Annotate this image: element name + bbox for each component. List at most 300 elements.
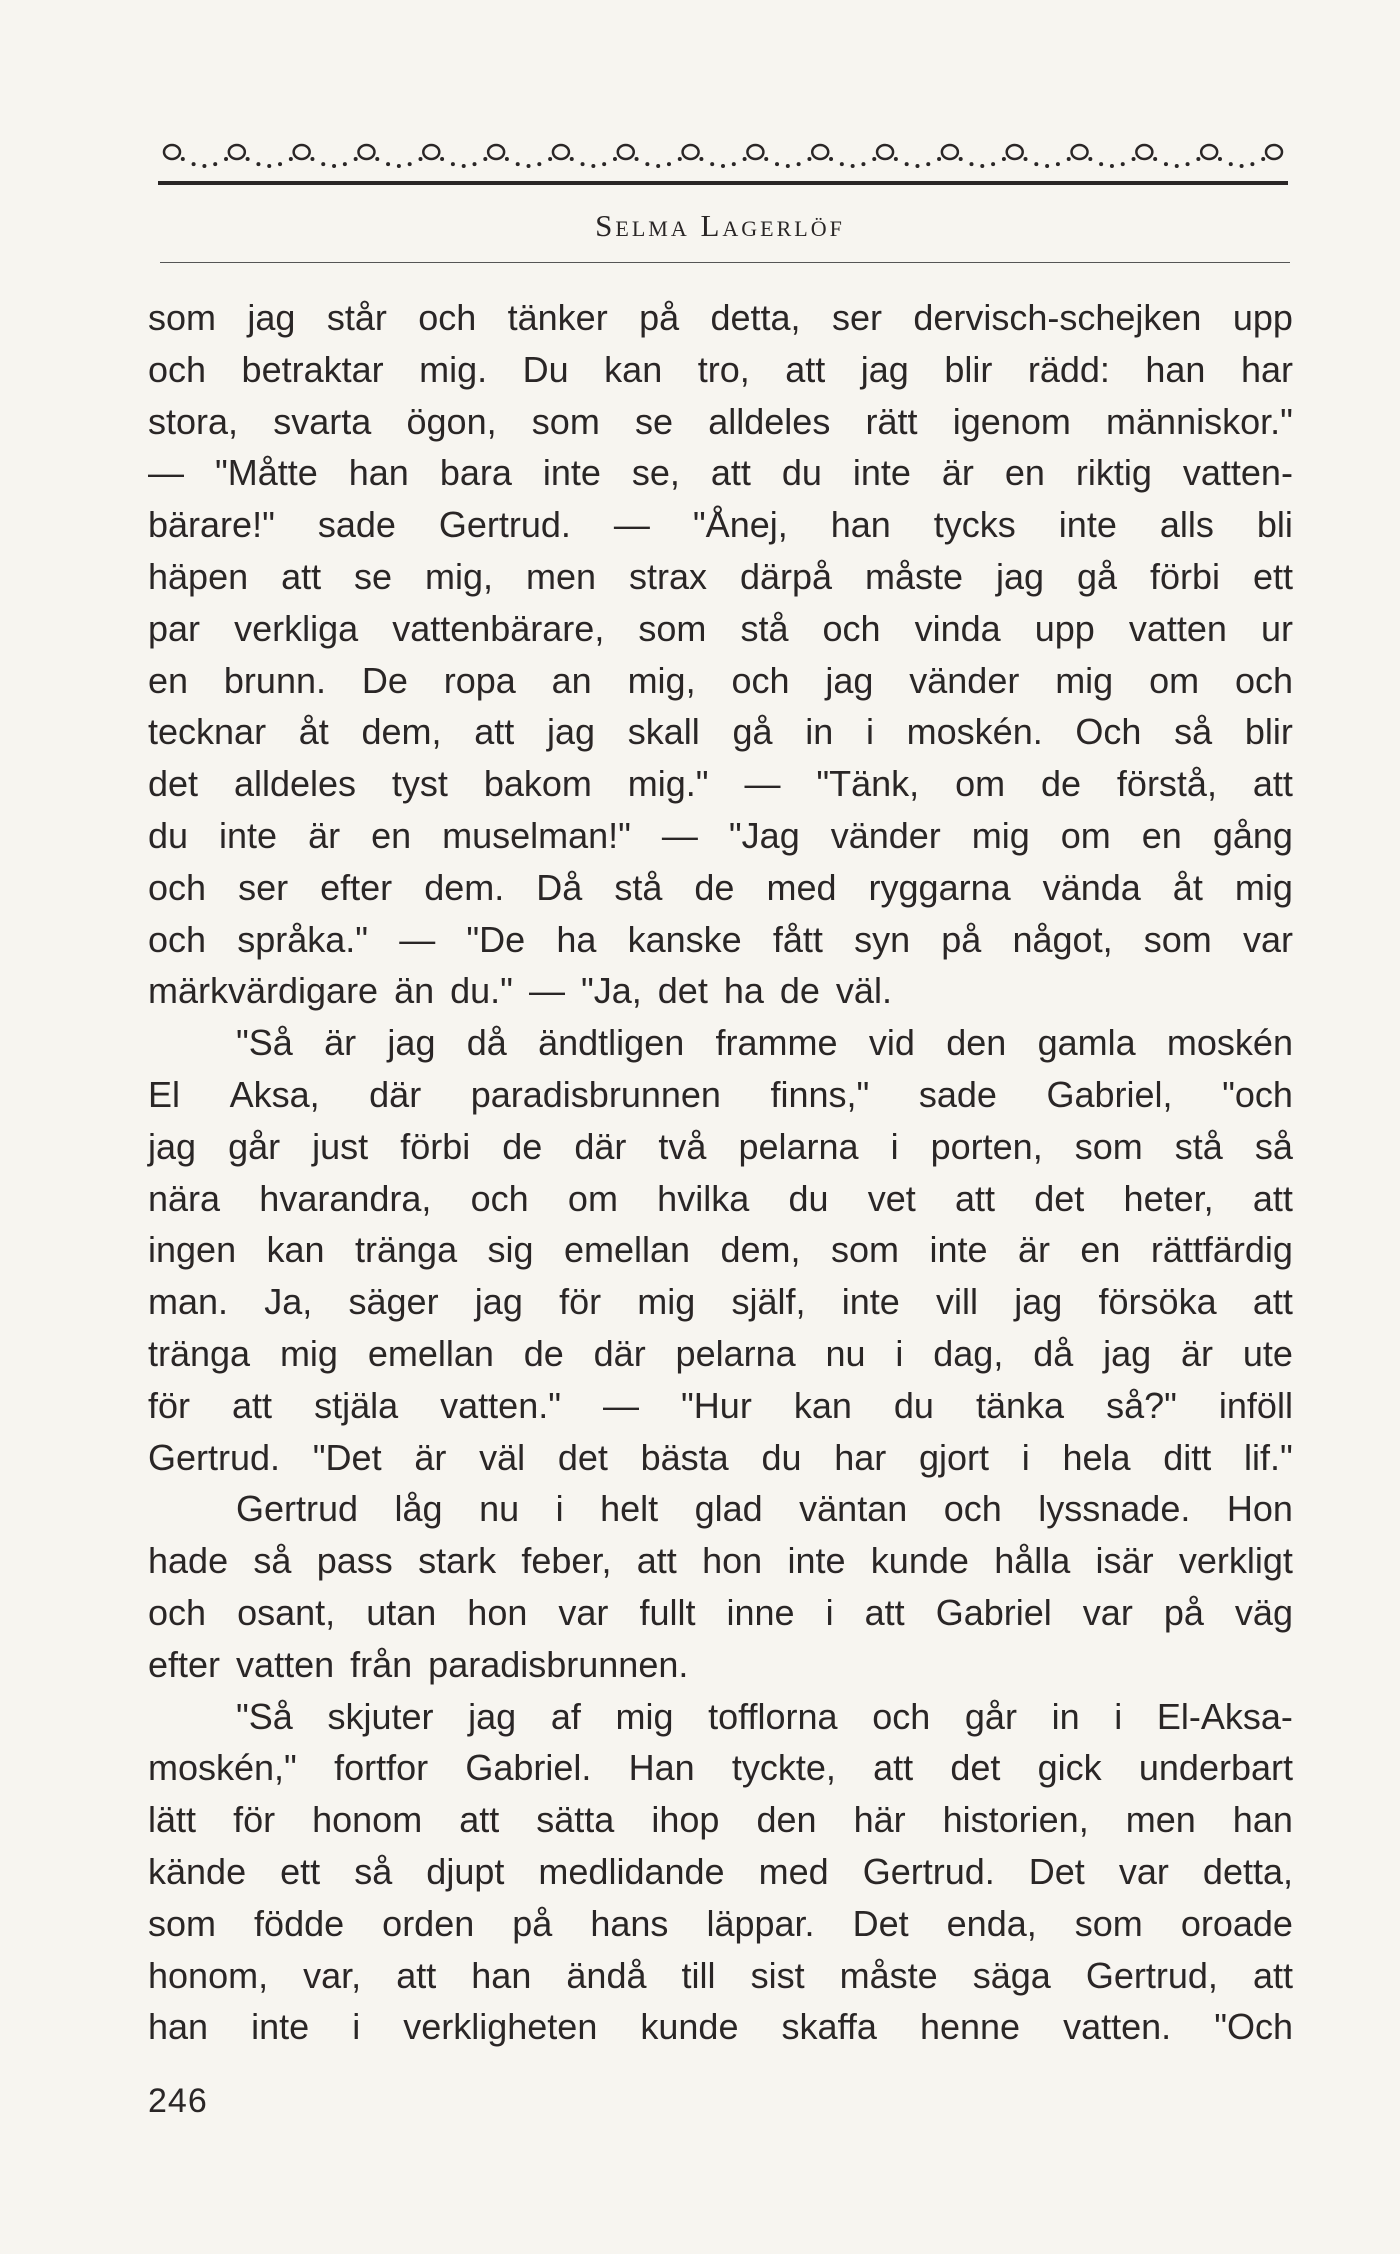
ornament-dot: [829, 157, 833, 161]
word: ditt: [1163, 1436, 1212, 1478]
ornament-dot: [905, 162, 909, 166]
word: vattenbärare,: [392, 607, 605, 649]
ornament-dot: [645, 162, 649, 166]
word: de: [523, 1332, 564, 1374]
word: Gabriel,: [1046, 1073, 1173, 1115]
word: jag: [474, 1281, 523, 1323]
ornament-dot: [1088, 157, 1092, 161]
word: moskén,": [148, 1747, 297, 1789]
ornament-dot: [1121, 162, 1125, 166]
word: tänka: [975, 1384, 1065, 1426]
word: bästa: [640, 1436, 729, 1478]
word: i: [555, 1488, 564, 1530]
word: och: [731, 659, 790, 701]
word: mig.": [627, 763, 709, 805]
word: att: [232, 1384, 273, 1426]
word: tycks: [933, 504, 1016, 546]
word: vid: [868, 1022, 915, 1064]
word: med: [758, 1850, 829, 1892]
word: tofflorna: [708, 1695, 838, 1737]
word: ögon,: [406, 400, 497, 442]
word: hon: [702, 1540, 763, 1582]
text-line: [148, 1069, 1293, 1121]
word: att: [1252, 1281, 1293, 1323]
word: jag: [1103, 1332, 1152, 1374]
word: vatten.": [440, 1384, 561, 1426]
word: läppar.: [706, 1902, 815, 1944]
word: strax: [628, 555, 707, 597]
word: nära: [148, 1177, 221, 1219]
ornament-dot: [451, 162, 455, 166]
ornament-ring: [229, 145, 245, 159]
text-line: [148, 914, 1293, 966]
word: att: [474, 711, 515, 753]
word: "Hur: [681, 1384, 752, 1426]
word: hvilka: [657, 1177, 750, 1219]
word: och: [148, 1591, 207, 1633]
ornament-dot: [354, 157, 358, 161]
ornament-ring: [1007, 145, 1023, 159]
ornament-dot: [548, 157, 552, 161]
word: där: [574, 1125, 627, 1167]
word: ser: [238, 866, 289, 908]
word: på: [1163, 1591, 1204, 1633]
word: upp: [1034, 607, 1095, 649]
word: heter,: [1123, 1177, 1214, 1219]
word: vatten: [1128, 607, 1227, 649]
word: jag: [825, 659, 874, 701]
ornament-dot: [213, 162, 217, 166]
word: tränga: [148, 1332, 251, 1374]
word: efter: [148, 1643, 221, 1685]
ornament-dot: [1175, 164, 1179, 168]
ornament-dot: [807, 157, 811, 161]
word: kunde: [640, 2006, 739, 2048]
word: emellan: [564, 1229, 691, 1271]
word: väg: [1234, 1591, 1293, 1633]
word: Gabriel: [935, 1591, 1052, 1633]
ornament-ring: [618, 145, 634, 159]
word: att: [873, 1747, 914, 1789]
ornament-dot: [278, 162, 282, 166]
word: var: [1082, 1591, 1133, 1633]
word: i: [890, 1125, 899, 1167]
word: jag: [1014, 1281, 1063, 1323]
word: för: [233, 1799, 276, 1841]
word: en: [148, 659, 189, 701]
word: så: [1174, 711, 1213, 753]
word: nu: [479, 1488, 520, 1530]
ornament-dot: [635, 157, 639, 161]
ornament-ring: [877, 145, 893, 159]
word: —: [399, 918, 436, 960]
word: sätta: [536, 1799, 615, 1841]
ornament-dot: [851, 164, 855, 168]
word: hela: [1062, 1436, 1131, 1478]
word: ändå: [566, 1954, 647, 1996]
word: är: [941, 452, 974, 494]
word: tro,: [697, 348, 750, 390]
word: glad: [694, 1488, 763, 1530]
ornament-ring: [1201, 145, 1217, 159]
word: syn: [854, 918, 911, 960]
word: inte: [852, 452, 911, 494]
word: ur: [1260, 607, 1293, 649]
word: för: [148, 1384, 191, 1426]
word: Han: [628, 1747, 695, 1789]
word: där: [369, 1073, 422, 1115]
text-line: [148, 965, 1293, 1017]
word: blir: [944, 348, 993, 390]
word: det: [950, 1747, 1001, 1789]
word: verkligheten: [403, 2006, 598, 2048]
word: väl: [479, 1436, 526, 1478]
word: säger: [348, 1281, 439, 1323]
ornament-dot: [1024, 157, 1028, 161]
word: jag: [148, 1125, 197, 1167]
word: Det: [1028, 1850, 1085, 1892]
word: du: [761, 1436, 802, 1478]
word: tecknar: [148, 711, 267, 753]
word: måste: [864, 555, 964, 597]
word: sist: [750, 1954, 805, 1996]
word: enda,: [946, 1902, 1037, 1944]
ornament-dot: [1153, 157, 1157, 161]
word: stå: [614, 866, 663, 908]
ornament-dot: [840, 162, 844, 166]
word: inte: [787, 1540, 846, 1582]
ornament-dot: [699, 157, 703, 161]
word: Då: [536, 866, 583, 908]
word: se,: [631, 452, 680, 494]
word: dem,: [720, 1229, 801, 1271]
word: vatten.: [1063, 2006, 1172, 2048]
word: är: [308, 814, 341, 856]
word: vill: [936, 1281, 979, 1323]
ornament-dot: [591, 164, 595, 168]
text-line: [148, 1328, 1293, 1380]
word: honom,: [148, 1954, 269, 1996]
word: dem.: [424, 866, 505, 908]
word: pelarna: [675, 1332, 796, 1374]
word: då: [466, 1022, 507, 1064]
word: svarta: [273, 400, 372, 442]
word: går: [964, 1695, 1017, 1737]
text-line: [148, 1742, 1293, 1794]
word: mig,: [627, 659, 696, 701]
word: Gertrud: [236, 1488, 359, 1530]
page-number: 246: [148, 2082, 208, 2120]
word: så: [354, 1850, 393, 1892]
ornament-dot: [581, 162, 585, 166]
word: moskén.: [906, 711, 1043, 753]
word: de: [1040, 763, 1082, 805]
word: hvarandra,: [259, 1177, 432, 1219]
word: detta,: [710, 297, 801, 338]
word: går: [228, 1125, 281, 1167]
word: är: [1181, 1332, 1214, 1374]
ornament-dot: [861, 162, 865, 166]
word: alldeles: [708, 400, 831, 442]
body-text: [148, 292, 1293, 2053]
ornament-dot: [915, 164, 919, 168]
word: verkligt: [1178, 1540, 1293, 1582]
word: själf,: [731, 1281, 806, 1323]
ornament-dot: [202, 164, 206, 168]
ornament-dot: [775, 162, 779, 166]
word: på: [512, 1902, 553, 1944]
word: tyckte,: [731, 1747, 836, 1789]
text-line: [148, 2001, 1293, 2053]
ornament-ring: [683, 145, 699, 159]
word: emellan: [367, 1332, 494, 1374]
word: dem,: [361, 711, 442, 753]
word: att: [396, 1954, 437, 1996]
ornament-dot: [786, 164, 790, 168]
word: förbi: [1149, 555, 1221, 597]
word: och: [148, 348, 207, 390]
word: mig,: [425, 555, 494, 597]
word: måste: [839, 1954, 938, 1996]
word: "Och: [1214, 2006, 1293, 2048]
word: ingen: [148, 1229, 237, 1271]
word: tränga: [355, 1229, 458, 1271]
ornamental-border: [150, 128, 1296, 188]
text-line: [148, 655, 1293, 707]
word: tänker: [507, 297, 608, 338]
word: Ja,: [264, 1281, 313, 1323]
word: att: [459, 1799, 500, 1841]
word: "De: [466, 918, 526, 960]
word: —: [613, 504, 650, 546]
word: som: [1074, 1125, 1143, 1167]
word: du: [788, 1177, 829, 1219]
word: osant,: [237, 1591, 336, 1633]
text-line: [148, 1380, 1293, 1432]
word: "Jag: [728, 814, 800, 856]
ornament-dot: [991, 162, 995, 166]
header-rule: [160, 262, 1290, 263]
ornament-dot: [1186, 162, 1190, 166]
word: från: [350, 1643, 413, 1685]
word: gjort: [918, 1436, 990, 1478]
text-line: [148, 1846, 1293, 1898]
word: vänder: [830, 814, 941, 856]
word: "Måtte: [214, 452, 318, 494]
ornament-dot: [894, 157, 898, 161]
word: stjäla: [314, 1384, 399, 1426]
ornament-ring: [164, 145, 180, 159]
text-line: [148, 1224, 1293, 1276]
ornament-ring: [942, 145, 958, 159]
word: då: [1033, 1332, 1074, 1374]
ornament-dot: [418, 157, 422, 161]
word: åt: [298, 711, 329, 753]
word: efter: [320, 866, 393, 908]
word: vet: [867, 1177, 916, 1219]
ornament-dot: [1261, 157, 1265, 161]
ornament-dot: [192, 162, 196, 166]
word: honom: [312, 1799, 423, 1841]
word: hon: [467, 1591, 528, 1633]
word: väl.: [835, 970, 892, 1012]
word: om: [567, 1177, 618, 1219]
word: jag: [468, 1695, 517, 1737]
word: "Det: [312, 1436, 382, 1478]
word: El: [148, 1073, 181, 1115]
word: du.": [450, 970, 513, 1012]
word: finns,": [770, 1073, 870, 1115]
word: det: [557, 1436, 608, 1478]
word: men: [1125, 1799, 1196, 1841]
word: till: [681, 1954, 716, 1996]
word: moskén: [1166, 1022, 1293, 1064]
word: —: [661, 814, 698, 856]
word: "Ånej,: [692, 504, 788, 546]
word: de: [779, 970, 820, 1012]
word: mig: [971, 814, 1030, 856]
word: porten,: [930, 1125, 1043, 1167]
word: "Så: [236, 1695, 293, 1737]
word: att: [1252, 763, 1293, 805]
word: har: [1240, 348, 1293, 390]
word: riktig: [1075, 452, 1152, 494]
word: du: [893, 1384, 934, 1426]
ornament-dot: [332, 164, 336, 168]
word: bakom: [483, 763, 592, 805]
word: där: [593, 1332, 646, 1374]
ornament-dot: [667, 162, 671, 166]
word: fortfor: [334, 1747, 429, 1789]
ornament-dot: [1218, 157, 1222, 161]
ornament-dot: [602, 162, 606, 166]
word: försöka: [1098, 1281, 1217, 1323]
ornament-ring: [488, 145, 504, 159]
ornament-ring: [294, 145, 310, 159]
ornament-dot: [246, 157, 250, 161]
ornament-dot: [267, 164, 271, 168]
word: El-Aksa-: [1156, 1695, 1293, 1737]
text-line: [148, 1691, 1293, 1743]
word: verkliga: [234, 607, 359, 649]
word: och: [148, 918, 207, 960]
word: säga: [972, 1954, 1051, 1996]
word: pelarna: [738, 1125, 859, 1167]
word: inte: [929, 1229, 988, 1271]
word: "Ja,: [580, 970, 642, 1012]
word: "Tänk,: [816, 763, 920, 805]
word: inte: [1058, 504, 1117, 546]
word: framme: [715, 1022, 838, 1064]
word: —: [528, 970, 565, 1012]
word: mig.: [419, 348, 488, 390]
word: det: [657, 970, 708, 1012]
word: dervisch-schejken: [913, 297, 1202, 338]
word: brunn.: [223, 659, 326, 701]
text-line: [148, 1794, 1293, 1846]
word: hålla: [994, 1540, 1071, 1582]
ornament-dot: [516, 162, 520, 166]
ornament-dot: [710, 162, 714, 166]
ornament-ring: [1072, 145, 1088, 159]
ornament-dot: [1240, 164, 1244, 168]
word: jag: [860, 348, 909, 390]
word: helt: [600, 1488, 659, 1530]
ornament-dot: [969, 162, 973, 166]
ornament-dot: [1164, 162, 1168, 166]
word: bli: [1256, 504, 1293, 546]
word: att: [281, 555, 322, 597]
word: han: [348, 452, 409, 494]
text-line: [148, 447, 1293, 499]
word: Gertrud.: [438, 504, 571, 546]
word: skaffa: [781, 2006, 877, 2048]
word: därpå: [739, 555, 833, 597]
ornament-dot: [343, 162, 347, 166]
word: Gertrud.: [862, 1850, 995, 1892]
word: det: [1034, 1177, 1085, 1219]
word: kanske: [627, 918, 742, 960]
word: hans: [590, 1902, 669, 1944]
word: det: [148, 763, 199, 805]
word: en: [1004, 452, 1045, 494]
word: orden: [382, 1902, 475, 1944]
word: jag: [247, 297, 296, 338]
text-line: [148, 1898, 1293, 1950]
ornament-dot: [926, 162, 930, 166]
word: vända: [1042, 866, 1141, 908]
word: mig: [637, 1281, 696, 1323]
word: att: [785, 348, 826, 390]
word: häpen: [148, 555, 249, 597]
text-line: [148, 292, 1293, 344]
word: Gertrud.: [148, 1436, 281, 1478]
ornament-dot: [527, 164, 531, 168]
word: hade: [148, 1540, 229, 1582]
word: paradisbrunnen: [470, 1073, 721, 1115]
word: den: [756, 1799, 817, 1841]
word: den: [946, 1022, 1007, 1064]
word: medlidande: [538, 1850, 725, 1892]
word: tyst: [391, 763, 448, 805]
ornament-dot: [1196, 157, 1200, 161]
word: rätt: [865, 400, 918, 442]
word: gång: [1212, 814, 1293, 856]
word: feber,: [521, 1540, 612, 1582]
ornament-dot: [440, 157, 444, 161]
word: kan: [604, 348, 663, 390]
text-line: [148, 862, 1293, 914]
word: språka.": [237, 918, 369, 960]
text-line: [148, 758, 1293, 810]
word: väntan: [799, 1488, 908, 1530]
word: kan: [793, 1384, 852, 1426]
word: var: [1118, 1850, 1169, 1892]
text-line: [148, 1173, 1293, 1225]
word: och: [943, 1488, 1002, 1530]
word: ett: [1252, 555, 1293, 597]
word: inte: [251, 2006, 310, 2048]
word: ute: [1242, 1332, 1293, 1374]
ornament-dot: [1056, 162, 1060, 166]
word: "Så: [236, 1022, 293, 1064]
ornament-dot: [937, 157, 941, 161]
word: än: [394, 970, 435, 1012]
word: Det: [852, 1902, 909, 1944]
word: mig: [1234, 866, 1293, 908]
ornament-dot: [537, 162, 541, 166]
word: oroade: [1180, 1902, 1293, 1944]
